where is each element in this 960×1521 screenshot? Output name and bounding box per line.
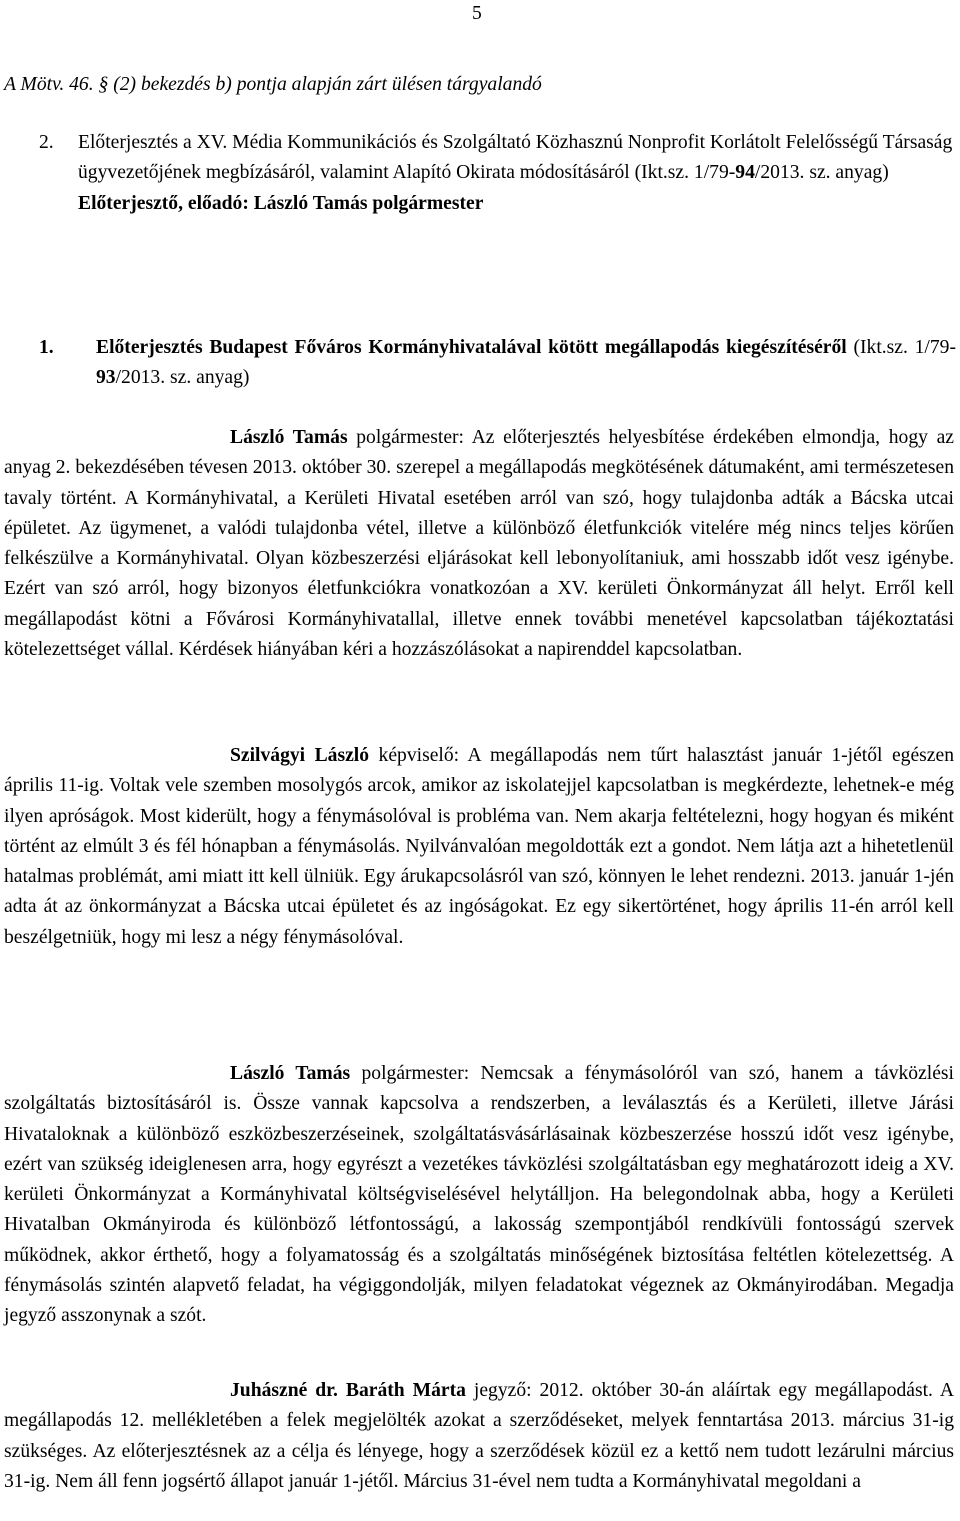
agenda-item-1: 1. Előterjesztés Budapest Főváros Kormányhivatalával kötött megállapodás kiegészítéséről (Ikt.sz. 1/79-93/2013. sz. anyag): [96, 333, 956, 394]
speech-text: polgármester: Az előterjesztés helyesbítése érdekében elmondja, hogy az anyag 2. bekezdésében tévesen 2013. október 30. szerepel a megállapodás megkötésének dátumaként, ami természetesen tavaly történt. A Kormányhivatal, a Kerületi Hivatal esetében arról van szó, hogy tulajdonba adták a Bácska utcai épületet. Az ügymenet, a valódi tulajdonba vétel, illetve a különböző életfunkciók vitelére még nincs teljes körűen felkészülve a Kormányhivatal. Olyan közbeszerzési eljárásokat kell lebonyolítaniuk, ami hosszabb időt vesz igénybe. Ezért van szó arról, hogy bizonyos életfunkciókra vonatkozóan a XV. kerületi Önkormányzat áll helyt. Erről kell megállapodást kötni a Fővárosi Kormányhivatallal, illetve ennek további menetével kapcsolatban tájékoztatási kötelezettséget vállal. Kérdések hiányában kéri a hozzászólásokat a napirenddel kapcsolatban.: [4, 427, 954, 661]
speaker-name: László Tamás: [230, 1063, 351, 1084]
agenda-item-2: [39, 128, 954, 219]
agenda-item-title: Előterjesztés Budapest Főváros Kormányhivatalával kötött megállapodás kiegészítéséről: [96, 337, 847, 358]
speech-text: jegyző: 2012. október 30-án aláírtak egy megállapodást. A megállapodás 12. mellékletében a felek megjelölték azokat a szerződéseket, melyek fenntartása 2013. március 31-ig szükséges. Az előterjesztésnek az a célja és lényege, hogy a szerződések közül ez a kettő nem tudott lezárulni március 31-ig. Nem áll fenn jogsértő állapot január 1-jétől. Március 31-ével nem tudta a Kormányhivatal megoldani a: [4, 1380, 954, 1492]
page-number: 5: [472, 3, 482, 24]
speech-paragraph: [4, 1059, 954, 1332]
speaker-name: László Tamás: [230, 427, 348, 448]
speech-text: képviselő: A megállapodás nem tűrt halasztást január 1-jétől egészen április 11-ig. Voltak vele szemben mosolygós arcok, amikor az iskolatejjel kapcsolatban is megkérdezte, lehetnek-e még ilyen apróságok. Most kiderült, hogy a fénymásolóval is probléma van. Nem akarja feltételezni, hogy hogyan és miként történt az elmúlt 3 és fél hónapban a fénymásolás. Nyilvánvalóan megoldották ezt a gondot. Nem látja azt a hihetetlenül hatalmas problémát, ami miatt itt kell ülniük. Egy árukapcsolásról van szó, könnyen le lehet rendezni. 2013. január 1-jén adta át az önkormányzat a Bácska utcai épületet és az ingóságokat. Ez egy sikertörténet, hogy április 11-én arról kell beszélgetniük, hogy mi lesz a négy fénymásolóval.: [4, 745, 954, 948]
speaker-name: Juhászné dr.: [230, 1380, 338, 1401]
speech-text: polgármester: Nemcsak a fénymásolóról van szó, hanem a távközlési szolgáltatás biztosításáról is. Össze vannak kapcsolva a rendszerben, a leválasztás és a Kerületi, illetve Járási Hivataloknak a különböző eszközbeszerzéseinek, szolgáltatásvásárlásainak közbeszerzése hosszú időt vesz igénybe, ezért van szükség ideiglenesen arra, hogy egyrészt a vezetékes távközlési szolgáltatásban egy meghatározott ideig a XV. kerületi Önkormányzat a Kormányhivatal költségviselésével helytálljon. Ha belegondolnak abba, hogy a Kerületi Hivatalban Okmányiroda és különböző létfontosságú, a lakosság szempontjából rendkívüli fontosságú szervek működnek, akkor érthető, hogy a folyamatosság és a szolgáltatás minőségének biztosítása feltétlen kötelezettség. A fénymásolás szintén alapvető feladat, ha végiggondolják, milyen feladatokat végeznek az Okmányirodában. Megadja jegyző asszonynak a szót.: [4, 1063, 954, 1327]
agenda-item-number: 1.: [39, 337, 54, 358]
speech-paragraph: [4, 1376, 954, 1497]
agenda-item-number: 2.: [39, 132, 54, 153]
agenda-item-title: Előterjesztés a XV. Média Kommunikációs és Szolgáltató Közhasznú Nonprofit Korlátolt Felelősségű Társaság ügyvezetőjének megbízásáról, valamint Alapító Okirata módosításáról (Ikt.sz. 1/79-94/2013. sz. anyag): [78, 132, 953, 184]
agenda-note: A Mötv. 46. § (2) bekezdés b) pontja alapján zárt ülésen tárgyalandó: [4, 74, 542, 95]
speech-paragraph: [4, 741, 954, 953]
agenda-item-presenter: Előterjesztő, előadó: László Tamás polgármester: [78, 192, 484, 214]
speaker-name: Szilvágyi László: [230, 745, 370, 766]
speaker-name: Baráth Márta: [345, 1380, 466, 1401]
speech-paragraph: [4, 423, 954, 665]
